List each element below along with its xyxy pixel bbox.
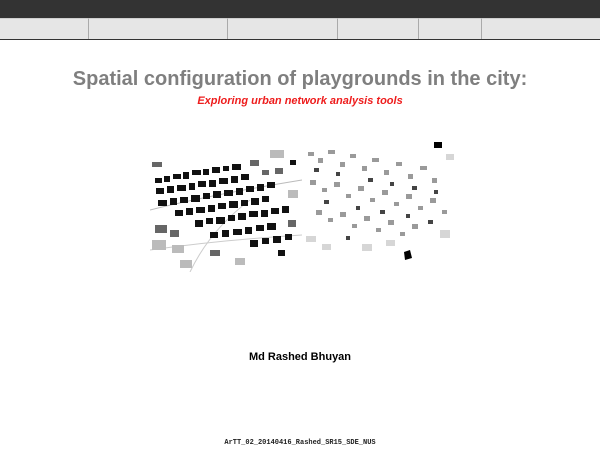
nav-tab-6[interactable] xyxy=(482,18,600,39)
page-title: Spatial configuration of playgrounds in the city: xyxy=(72,68,528,90)
page-subtitle: Exploring urban network analysis tools xyxy=(197,95,403,107)
author-name: Md Rashed Bhuyan xyxy=(248,351,352,363)
nav-tab-4[interactable] xyxy=(338,18,419,39)
urban-maps-figure xyxy=(150,140,456,272)
top-bar xyxy=(0,0,600,18)
nav-tab-1[interactable] xyxy=(0,18,89,39)
nav-tab-2[interactable] xyxy=(89,18,228,39)
document-code: ArTT_02_20140416_Rashed_SR15_SDE_NUS xyxy=(224,439,376,447)
navigation-tabs xyxy=(0,18,600,40)
right-map xyxy=(304,140,456,272)
left-map xyxy=(150,140,302,272)
nav-tab-3[interactable] xyxy=(228,18,338,39)
nav-tab-5[interactable] xyxy=(419,18,482,39)
